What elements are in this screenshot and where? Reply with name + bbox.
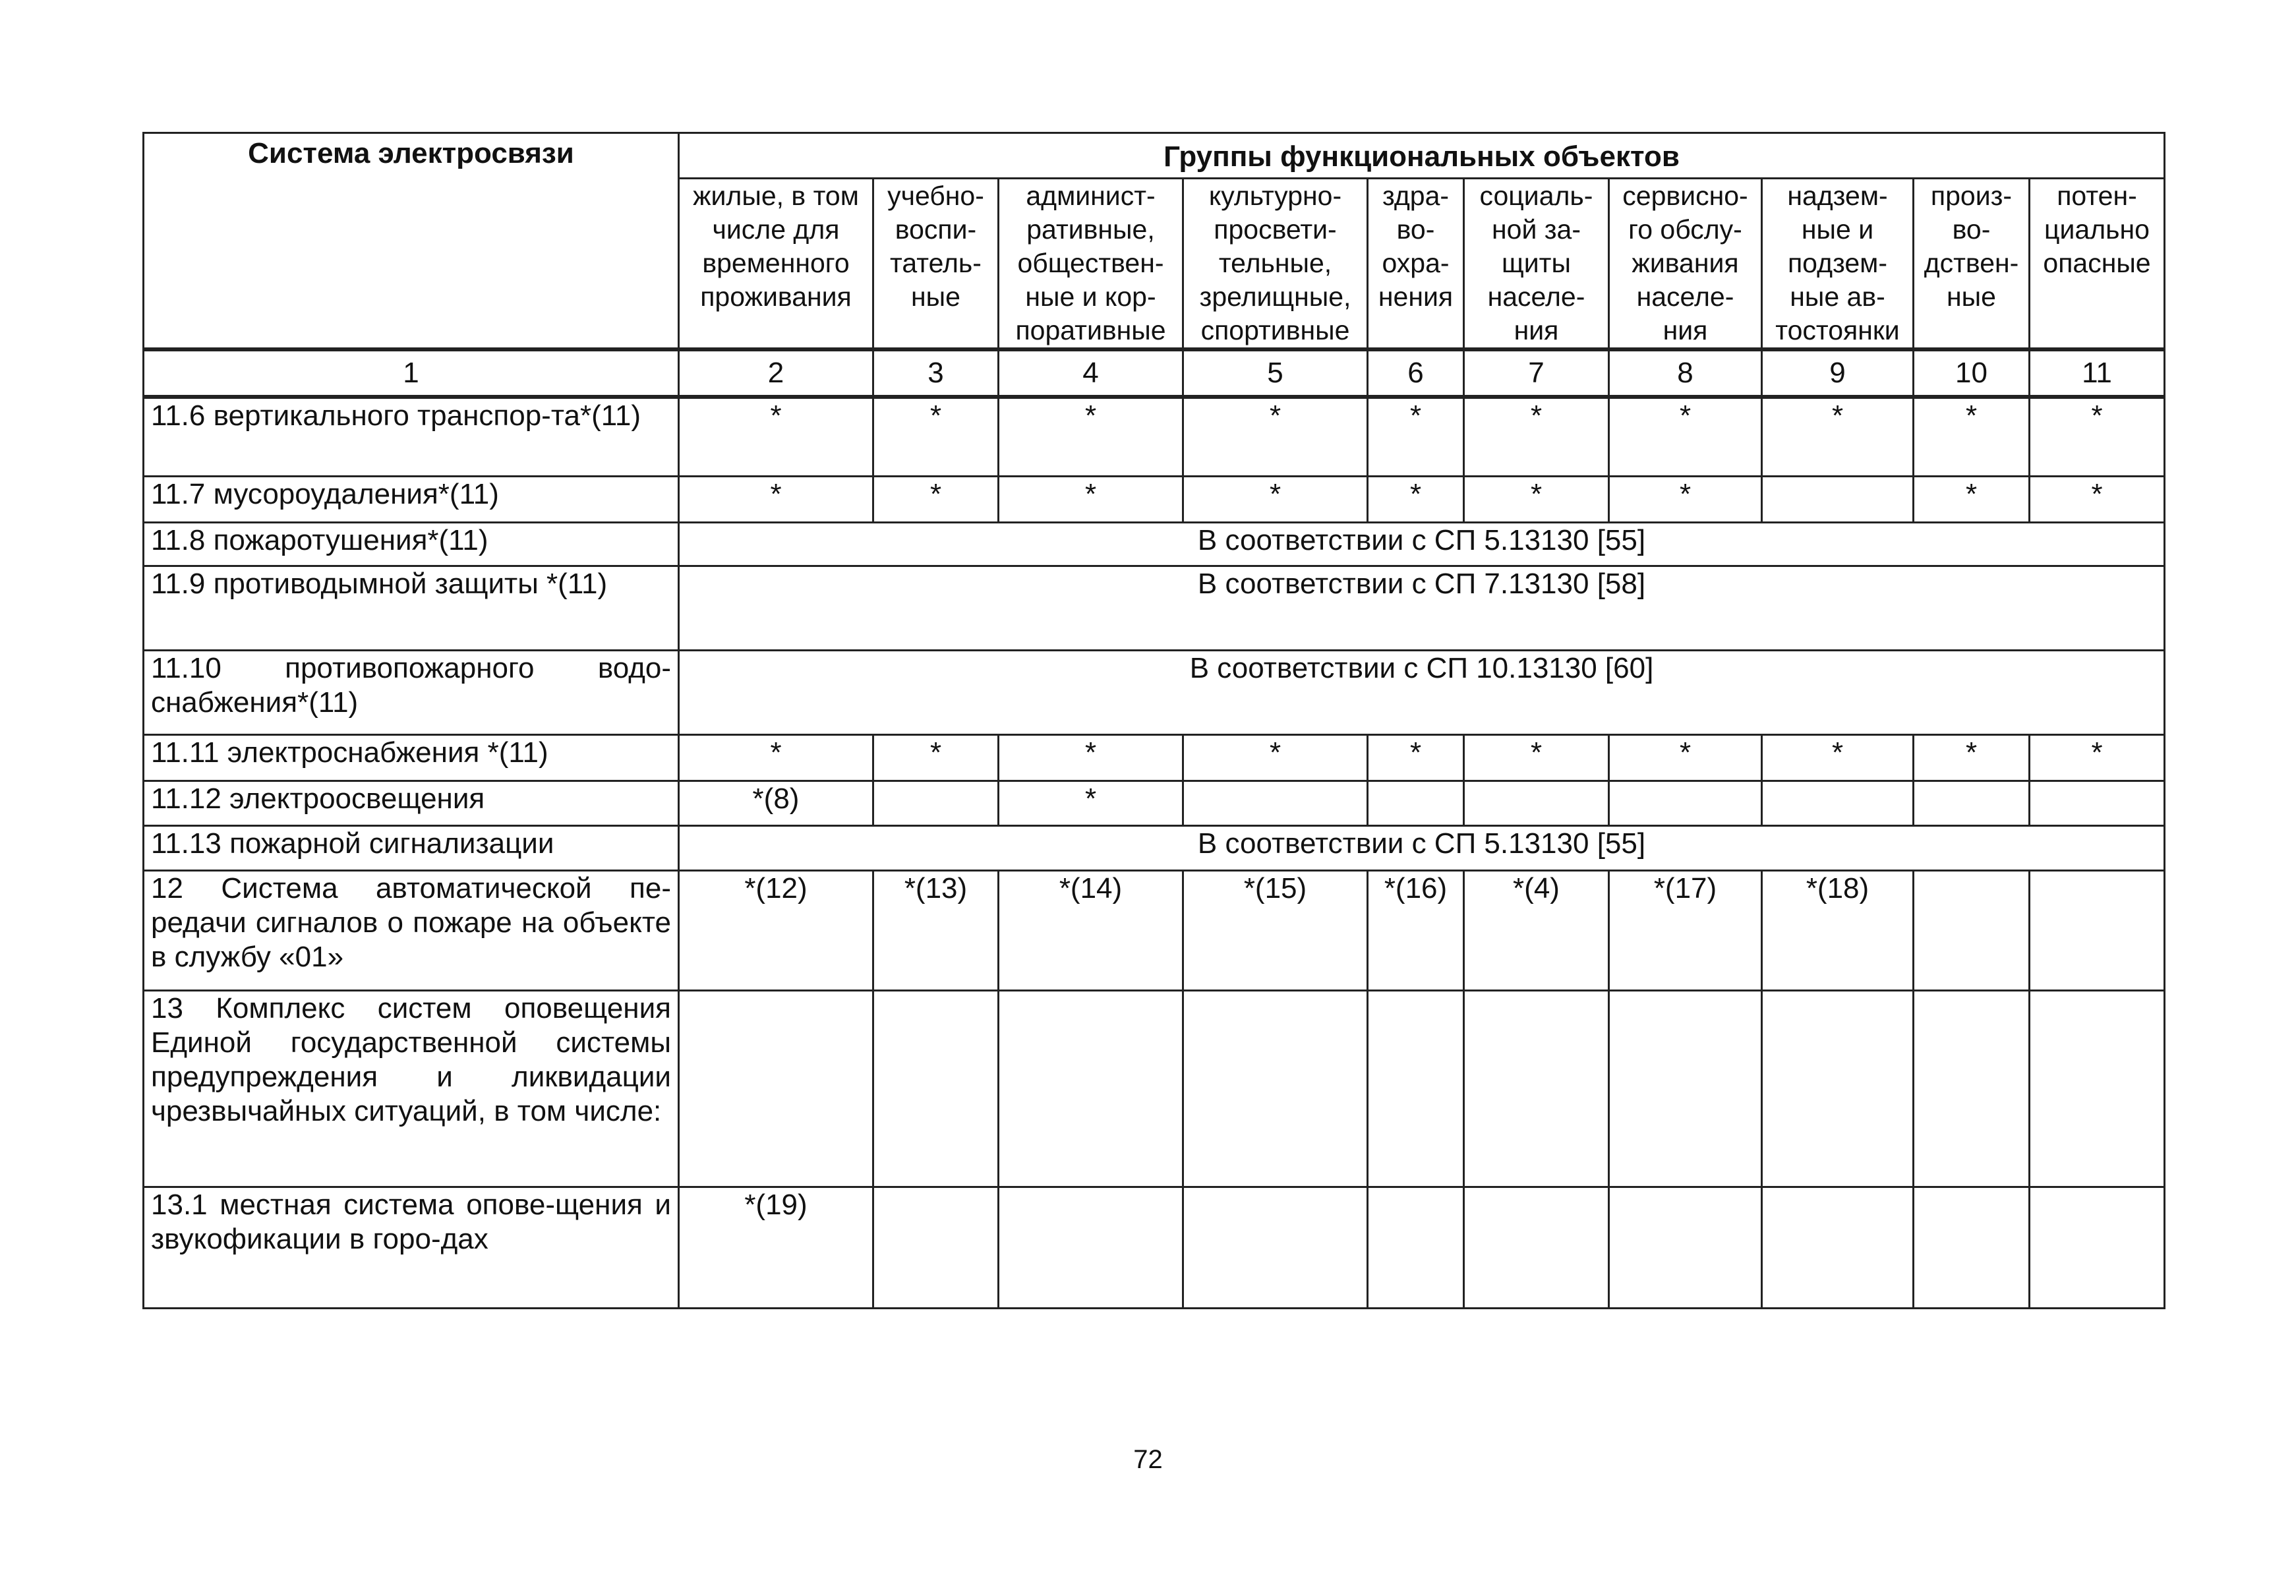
column-number: 11 [2030,349,2165,397]
functional-objects-table [142,132,2165,1309]
column-header: произ- во- дствен- ные [1914,179,2030,350]
table-cell: * [999,781,1183,825]
table-row [144,734,2165,781]
column-number: 9 [1762,349,1914,397]
table-cell: * [1914,734,2030,781]
table-row [144,650,2165,734]
table-cell [1183,990,1368,1187]
table-cell: *(19) [679,1187,873,1308]
row-label: 11.10 противопожарного водо-снабжения*(11) [144,650,679,734]
table-cell: * [2030,734,2165,781]
table-cell: * [999,397,1183,476]
spanning-note: В соответствии с СП 10.13130 [60] [679,650,2165,734]
table-cell: *(4) [1464,870,1609,990]
table-cell: *(18) [1762,870,1914,990]
column-number: 1 [144,349,679,397]
table-cell [1368,781,1464,825]
column-number: 7 [1464,349,1609,397]
spanning-note: В соответствии с СП 7.13130 [58] [679,566,2165,650]
table-cell: *(12) [679,870,873,990]
table-cell [1762,781,1914,825]
table-row [144,781,2165,825]
table-cell [1183,781,1368,825]
header-row-1 [144,133,2165,179]
spanning-note: В соответствии с СП 5.13130 [55] [679,522,2165,566]
row-label: 13.1 местная система опове-щения и звукофикации в горо-дах [144,1187,679,1308]
table-cell [1914,990,2030,1187]
table-cell [1609,781,1762,825]
column-number: 2 [679,349,873,397]
row-label: 11.7 мусороудаления*(11) [144,476,679,522]
table-cell: * [1609,476,1762,522]
table-cell: * [1914,397,2030,476]
table-cell [1914,870,2030,990]
table-cell: * [873,476,999,522]
table-cell [1762,990,1914,1187]
table-cell: * [2030,397,2165,476]
table-cell: * [1183,476,1368,522]
table-cell: * [679,734,873,781]
column-numbers-row [144,349,2165,397]
column-header: сервисно- го обслу- живания населе- ния [1609,179,1762,350]
table-row [144,397,2165,476]
groups-header: Группы функциональных объектов [679,133,2165,179]
row-label: 11.9 противодымной защиты *(11) [144,566,679,650]
table-cell: * [1368,476,1464,522]
table-cell [1914,781,2030,825]
table-cell [2030,990,2165,1187]
table-row [144,990,2165,1187]
table-row [144,566,2165,650]
row-label: 11.12 электроосвещения [144,781,679,825]
table-cell [1914,1187,2030,1308]
row-label: 12 Система автоматической пе-редачи сигналов о пожаре на объекте в службу «01» [144,870,679,990]
row-label: 11.11 электроснабжения *(11) [144,734,679,781]
table-cell [1609,990,1762,1187]
table-cell [873,1187,999,1308]
table-cell [1464,781,1609,825]
table-cell: * [1464,397,1609,476]
table-cell: *(13) [873,870,999,990]
spanning-note: В соответствии с СП 5.13130 [55] [679,825,2165,870]
table-cell: *(8) [679,781,873,825]
column-header: надзем- ные и подзем- ные ав- тостоянки [1762,179,1914,350]
column-number: 3 [873,349,999,397]
column-number: 6 [1368,349,1464,397]
table-cell [1762,1187,1914,1308]
table-cell: *(16) [1368,870,1464,990]
table-cell [2030,870,2165,990]
row-label: 11.6 вертикального транспор-та*(11) [144,397,679,476]
column-header: учебно- воспи- татель- ные [873,179,999,350]
table-cell: * [1183,397,1368,476]
column-header: социаль- ной за- щиты населе- ния [1464,179,1609,350]
table-cell [873,781,999,825]
table-cell: * [1609,397,1762,476]
table-cell: * [1762,397,1914,476]
table-cell [1464,1187,1609,1308]
table-cell [679,990,873,1187]
row-label: 11.8 пожаротушения*(11) [144,522,679,566]
column-header: здра- во- охра- нения [1368,179,1464,350]
table-row [144,522,2165,566]
table-cell [1368,1187,1464,1308]
table-cell: * [679,476,873,522]
table-cell [1183,1187,1368,1308]
table-cell: * [1368,397,1464,476]
table-cell: *(14) [999,870,1183,990]
column-header: жилые, в том числе для временного проживания [679,179,873,350]
table-cell [999,1187,1183,1308]
row-label: 13 Комплекс систем оповещения Единой государственной системы предупреждения и ликвидации чрезвычайных ситуаций, в том числе: [144,990,679,1187]
table-cell: *(15) [1183,870,1368,990]
table-cell: * [873,734,999,781]
table-cell: * [873,397,999,476]
table-cell: * [1762,734,1914,781]
column-header: потен- циально опасные [2030,179,2165,350]
table-cell [1368,990,1464,1187]
table-cell: * [1464,476,1609,522]
table-cell [999,990,1183,1187]
table-cell: * [679,397,873,476]
table-cell [873,990,999,1187]
table-cell [1464,990,1609,1187]
table-cell: * [999,734,1183,781]
table-cell [2030,1187,2165,1308]
page-number: 72 [1133,1445,1163,1474]
table-cell [2030,781,2165,825]
system-column-header: Система электросвязи [144,133,679,350]
column-number: 4 [999,349,1183,397]
column-number: 10 [1914,349,2030,397]
table-cell: * [999,476,1183,522]
table-row [144,870,2165,990]
table-cell [1609,1187,1762,1308]
table-cell: * [1609,734,1762,781]
table-cell: * [2030,476,2165,522]
table-row [144,1187,2165,1308]
table-cell: * [1368,734,1464,781]
table-cell: * [1183,734,1368,781]
column-number: 5 [1183,349,1368,397]
row-label: 11.13 пожарной сигнализации [144,825,679,870]
table-row [144,476,2165,522]
column-header: админист- ративные, обществен- ные и кор- поративные [999,179,1183,350]
table-row [144,825,2165,870]
table-cell [1762,476,1914,522]
column-header: культурно- просвети- тельные, зрелищные, спортивные [1183,179,1368,350]
table-cell: *(17) [1609,870,1762,990]
table-cell: * [1464,734,1609,781]
column-number: 8 [1609,349,1762,397]
table-cell: * [1914,476,2030,522]
